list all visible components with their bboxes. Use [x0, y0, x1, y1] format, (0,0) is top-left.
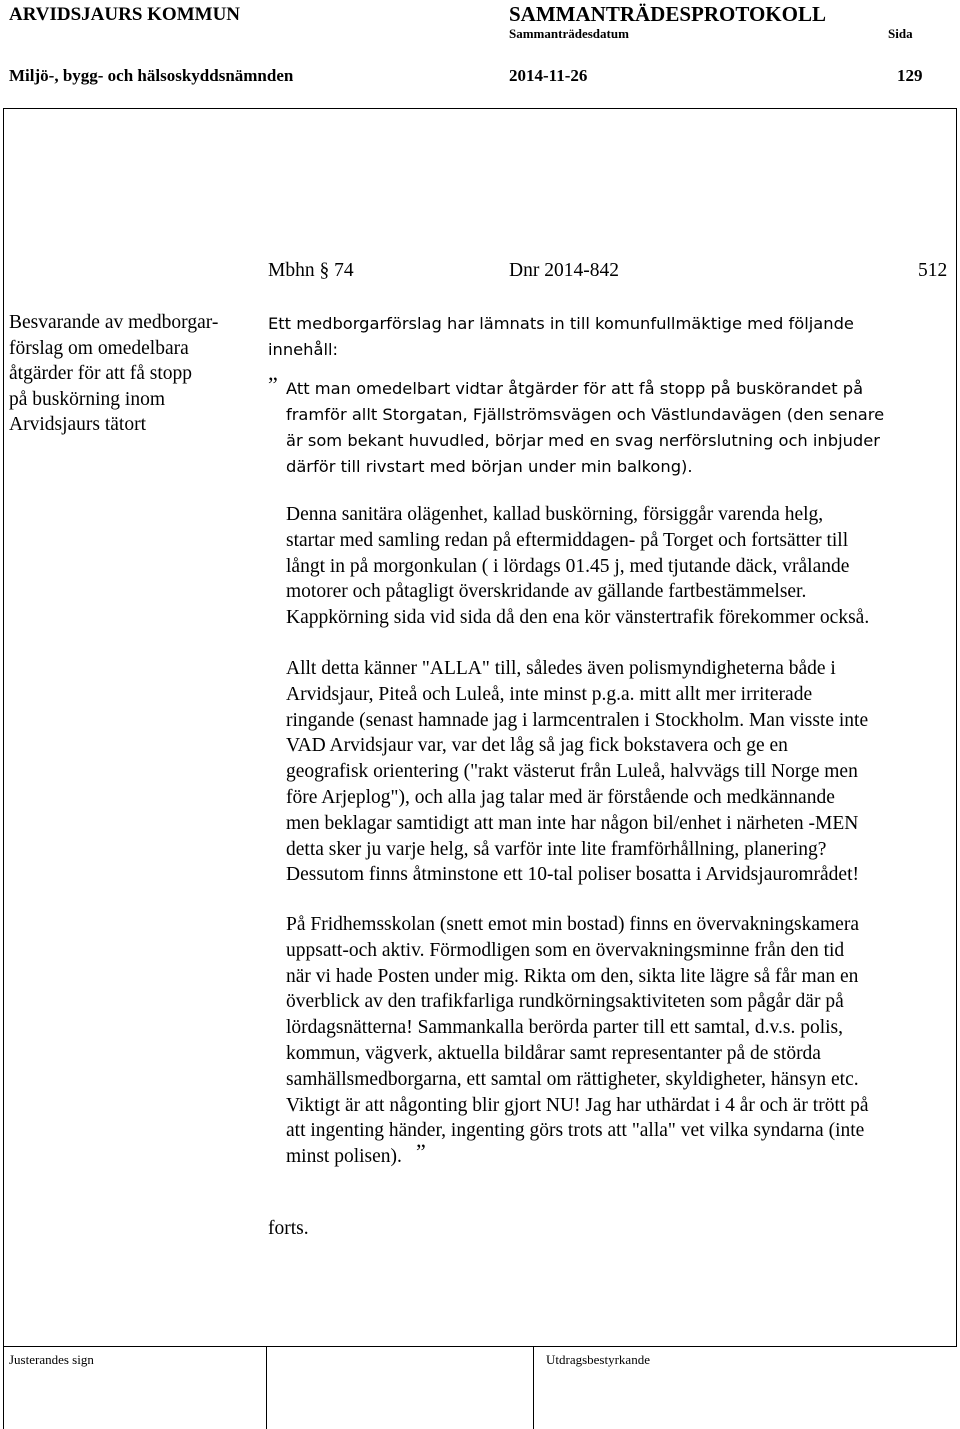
quote-paragraph-1	[286, 376, 960, 480]
quote-line: ringande (senast hamnade jag i larmcentralen i Stockholm. Man visste inte	[286, 709, 869, 731]
quote-line: framför allt Storgatan, Fjällströmsvägen och Västlundavägen (den senare	[286, 405, 885, 424]
quote-open-mark: ”	[268, 372, 278, 397]
quote-line: men beklagar samtidigt att man inte har någon bil/enhet i närheten -MEN	[286, 812, 859, 834]
document-type: SAMMANTRÄDESPROTOKOLL	[509, 2, 826, 26]
quote-paragraph-3	[286, 656, 960, 888]
committee-name: Miljö-, bygg- och hälsoskyddsnämnden	[9, 66, 294, 85]
quote-line: geografisk orientering ("rakt västerut från Luleå, halvvägs till Norge men	[286, 761, 858, 783]
quote-line: kommun, vägverk, aktuella bildårar samt representanter på de störda	[286, 1042, 821, 1064]
quote-line: Arvidsjaur, Piteå och Luleå, inte minst p.g.a. mitt allt mer irriterade	[286, 683, 813, 705]
extract-certification-label: Utdragsbestyrkande	[546, 1352, 650, 1367]
intro-line: innehåll:	[268, 340, 339, 359]
quote-line: före Arjeplog"), och alla jag talar med är förstående och medkännande	[286, 786, 835, 808]
quote-line: att ingenting händer, ingenting görs trots att "alla" vet vilka syndarna (inte	[286, 1120, 865, 1142]
quote-line: Viktigt är att någonting blir gjort NU! Jag har uthärdat i 4 år och är trött på	[286, 1094, 869, 1116]
page-label: Sida	[888, 26, 913, 41]
intro-paragraph	[268, 311, 948, 363]
quote-close-mark: ”	[416, 1139, 426, 1164]
footer-left-border	[3, 1346, 4, 1429]
page-number: 129	[897, 66, 923, 85]
quote-line: motorer och påtagligt överskridande av gällande fartbestämmelser.	[286, 581, 807, 603]
continued-marker: forts.	[268, 1218, 309, 1239]
paragraph-reference: Mbhn § 74	[268, 260, 354, 281]
meeting-date-label: Sammanträdesdatum	[509, 26, 629, 41]
intro-line: Ett medborgarförslag har lämnats in till komunfullmäktige med följande	[268, 314, 854, 333]
municipality-name: ARVIDSJAURS KOMMUN	[9, 4, 241, 25]
quote-line: därför till rivstart med början under min balkong).	[286, 457, 693, 476]
quote-line: långt in på morgonkulan ( i lördags 01.45 j, med tjutande däck, vrålande	[286, 555, 850, 577]
meeting-date: 2014-11-26	[509, 66, 588, 85]
quote-line: Denna sanitära olägenhet, kallad buskörning, försiggår varenda helg,	[286, 504, 824, 525]
quote-line: minst polisen).	[286, 1146, 402, 1168]
quote-line: På Fridhemsskolan (snett emot min bostad) finns en övervakningskamera	[286, 914, 859, 935]
footer-divider	[3, 1346, 957, 1347]
quote-line: lördagsnätterna! Sammankalla berörda parter till ett samtal, d.v.s. polis,	[286, 1017, 844, 1039]
footer-divider-1	[266, 1346, 267, 1429]
quote-line: Dessutom finns åtminstone ett 10-tal poliser bosatta i Arvidsjaurområdet!	[286, 864, 859, 886]
quote-line: överblick av den trafikfarliga rundkörningsaktiviteten som pågår där på	[286, 991, 844, 1013]
quote-line: uppsatt-och aktiv. Förmodligen som en övervakningsminne från den tid	[286, 939, 845, 961]
quote-line: när vi hade Posten under mig. Rikta om den, sikta lite lägre så får man en	[286, 965, 859, 987]
quote-line: Att man omedelbart vidtar åtgärder för att få stopp på buskörandet på	[286, 379, 864, 398]
footer-divider-2	[533, 1346, 534, 1429]
diary-number: Dnr 2014-842	[509, 260, 619, 281]
quote-line: samhällsmedborgarna, ett samtal om rättigheter, skyldigheter, hänsyn etc.	[286, 1068, 859, 1090]
adjuster-signature-label: Justerandes sign	[9, 1352, 94, 1367]
quote-paragraph-2	[286, 502, 960, 631]
quote-line: är som bekant huvudled, börjar med en svag nerförslutning och inbjuder	[286, 431, 880, 450]
quote-line: startar med samling redan på eftermiddagen- på Torget och fortsätter till	[286, 529, 849, 551]
case-code: 512	[918, 260, 948, 281]
quote-line: Kappkörning sida vid sida då den ena kör vänstertrafik förekommer också.	[286, 607, 870, 629]
quote-line: VAD Arvidsjaur var, var det låg så jag fick bokstavera och ge en	[286, 735, 788, 757]
quote-paragraph-4	[286, 912, 960, 1170]
quote-line: detta sker ju varje helg, så varför inte lite framförhållning, planering?	[286, 838, 827, 860]
quote-line: Allt detta känner "ALLA" till, således även polismyndigheterna både i	[286, 658, 836, 679]
case-title: Besvarande av medborgar- förslag om omedelbara åtgärder för att få stopp på buskörning inom Arvidsjaurs tätort	[9, 312, 219, 435]
